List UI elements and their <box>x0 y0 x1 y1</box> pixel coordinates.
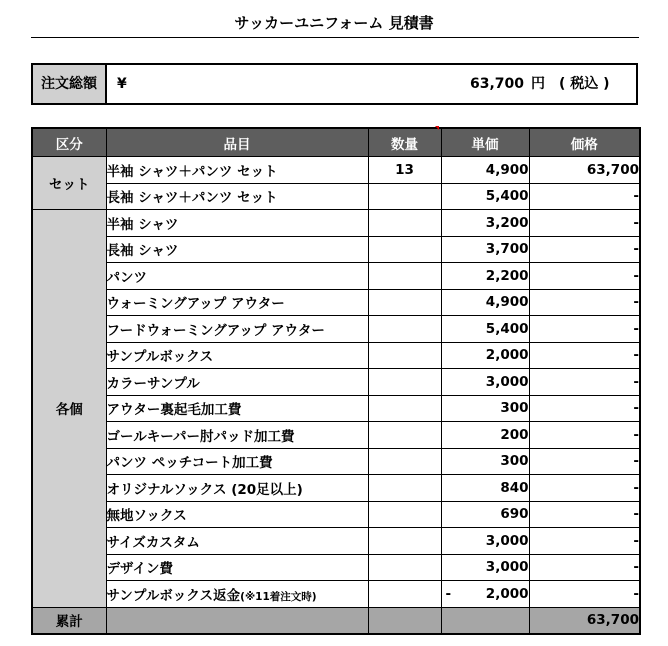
item-cell: サンプルボックス <box>106 342 368 369</box>
table-row <box>32 581 640 608</box>
unit-price-cell: 200 <box>441 422 529 449</box>
refund-item-note: (※11着注文時) <box>240 590 317 603</box>
estimate-table <box>31 127 641 635</box>
item-cell: 半袖 シャツ＋パンツ セット <box>106 157 368 184</box>
table-row <box>32 395 640 422</box>
item-cell: サイズカスタム <box>106 528 368 555</box>
quantity-cell[interactable]: 13 <box>368 157 441 184</box>
unit-price-cell: 690 <box>441 501 529 528</box>
price-cell: - <box>529 236 640 263</box>
sum-unit-price-cell <box>441 607 529 634</box>
document-title: サッカーユニフォーム 見積書 <box>234 14 434 32</box>
item-cell: 長袖 シャツ＋パンツ セット <box>106 183 368 210</box>
quantity-cell[interactable] <box>368 236 441 263</box>
table-row <box>32 422 640 449</box>
negative-sign: - <box>445 585 452 602</box>
order-total-box <box>31 63 638 105</box>
quantity-cell[interactable] <box>368 448 441 475</box>
unit-price-cell: 3,000 <box>441 528 529 555</box>
price-cell: - <box>529 581 640 608</box>
quantity-cell[interactable] <box>368 395 441 422</box>
quantity-cell[interactable] <box>368 342 441 369</box>
header-item: 品目 <box>106 128 368 157</box>
quantity-cell[interactable] <box>368 316 441 343</box>
tax-included-note: ( 税込 ) <box>559 76 610 92</box>
price-cell: - <box>529 342 640 369</box>
title-underline <box>31 37 639 38</box>
unit-price-cell: 3,000 <box>441 369 529 396</box>
table-row <box>32 369 640 396</box>
header-price: 価格 <box>529 128 640 157</box>
table-row <box>32 448 640 475</box>
quantity-cell[interactable] <box>368 183 441 210</box>
price-cell: - <box>529 395 640 422</box>
item-cell: 半袖 シャツ <box>106 210 368 237</box>
price-cell: - <box>529 316 640 343</box>
table-row <box>32 157 640 184</box>
item-cell: 長袖 シャツ <box>106 236 368 263</box>
table-row <box>32 342 640 369</box>
quantity-cell[interactable] <box>368 369 441 396</box>
price-cell: - <box>529 422 640 449</box>
unit-price-cell: 840 <box>441 475 529 502</box>
header-quantity: 数量 <box>368 128 441 157</box>
currency-symbol: ¥ <box>117 76 127 92</box>
quantity-cell[interactable] <box>368 289 441 316</box>
unit-price-cell: 2,200 <box>441 263 529 290</box>
item-cell: パンツ <box>106 263 368 290</box>
table-row <box>32 475 640 502</box>
table-row <box>32 316 640 343</box>
unit-price-cell: 5,400 <box>441 316 529 343</box>
price-cell: - <box>529 448 640 475</box>
unit-price-cell: 3,200 <box>441 210 529 237</box>
item-cell: フードウォーミングアップ アウター <box>106 316 368 343</box>
unit-price-cell: 3,700 <box>441 236 529 263</box>
item-cell: アウター裏起毛加工費 <box>106 395 368 422</box>
quantity-cell[interactable] <box>368 528 441 555</box>
quantity-cell[interactable] <box>368 554 441 581</box>
table-row <box>32 210 640 237</box>
price-cell: - <box>529 369 640 396</box>
refund-item-label: サンプルボックス返金 <box>106 587 241 604</box>
table-row <box>32 289 640 316</box>
unit-price-cell: 4,900 <box>441 157 529 184</box>
refund-unit-price: 2,000 <box>485 585 529 602</box>
header-category: 区分 <box>32 128 106 157</box>
item-cell: パンツ ペッチコート加工費 <box>106 448 368 475</box>
price-cell: - <box>529 289 640 316</box>
unit-price-cell: 3,000 <box>441 554 529 581</box>
sum-label: 累計 <box>32 607 106 634</box>
price-cell: 63,700 <box>529 157 640 184</box>
table-row <box>32 528 640 555</box>
sum-quantity-cell <box>368 607 441 634</box>
category-set: セット <box>32 157 106 210</box>
price-cell: - <box>529 554 640 581</box>
item-cell: オリジナルソックス (20足以上) <box>106 475 368 502</box>
quantity-cell[interactable] <box>368 501 441 528</box>
table-row <box>32 554 640 581</box>
unit-price-cell: 2,000 <box>441 342 529 369</box>
item-cell: カラーサンプル <box>106 369 368 396</box>
header-unit-price: 単価 <box>441 128 529 157</box>
comment-indicator <box>435 126 439 130</box>
order-total-label: 注文総額 <box>33 65 107 103</box>
table-row <box>32 263 640 290</box>
price-cell: - <box>529 263 640 290</box>
item-cell: デザイン費 <box>106 554 368 581</box>
currency-unit: 円 <box>531 76 545 92</box>
quantity-cell[interactable] <box>368 210 441 237</box>
price-cell: - <box>529 210 640 237</box>
table-row <box>32 236 640 263</box>
sum-row <box>32 607 640 634</box>
quantity-cell[interactable] <box>368 475 441 502</box>
table-header-row <box>32 128 640 157</box>
unit-price-cell: 300 <box>441 395 529 422</box>
table-row <box>32 183 640 210</box>
table-row <box>32 501 640 528</box>
price-cell: - <box>529 528 640 555</box>
unit-price-cell <box>441 581 529 608</box>
sum-price: 63,700 <box>529 607 640 634</box>
quantity-cell[interactable] <box>368 581 441 608</box>
sum-item-cell <box>106 607 368 634</box>
order-total-amount: 63,700 <box>469 76 524 92</box>
category-individual: 各個 <box>32 210 106 608</box>
item-cell: ウォーミングアップ アウター <box>106 289 368 316</box>
quantity-cell[interactable] <box>368 263 441 290</box>
price-cell: - <box>529 501 640 528</box>
price-cell: - <box>529 475 640 502</box>
refund-item-cell <box>106 581 368 608</box>
quantity-cell[interactable] <box>368 422 441 449</box>
item-cell: 無地ソックス <box>106 501 368 528</box>
price-cell: - <box>529 183 640 210</box>
unit-price-cell: 4,900 <box>441 289 529 316</box>
unit-price-cell: 300 <box>441 448 529 475</box>
unit-price-cell: 5,400 <box>441 183 529 210</box>
item-cell: ゴールキーパー肘パッド加工費 <box>106 422 368 449</box>
